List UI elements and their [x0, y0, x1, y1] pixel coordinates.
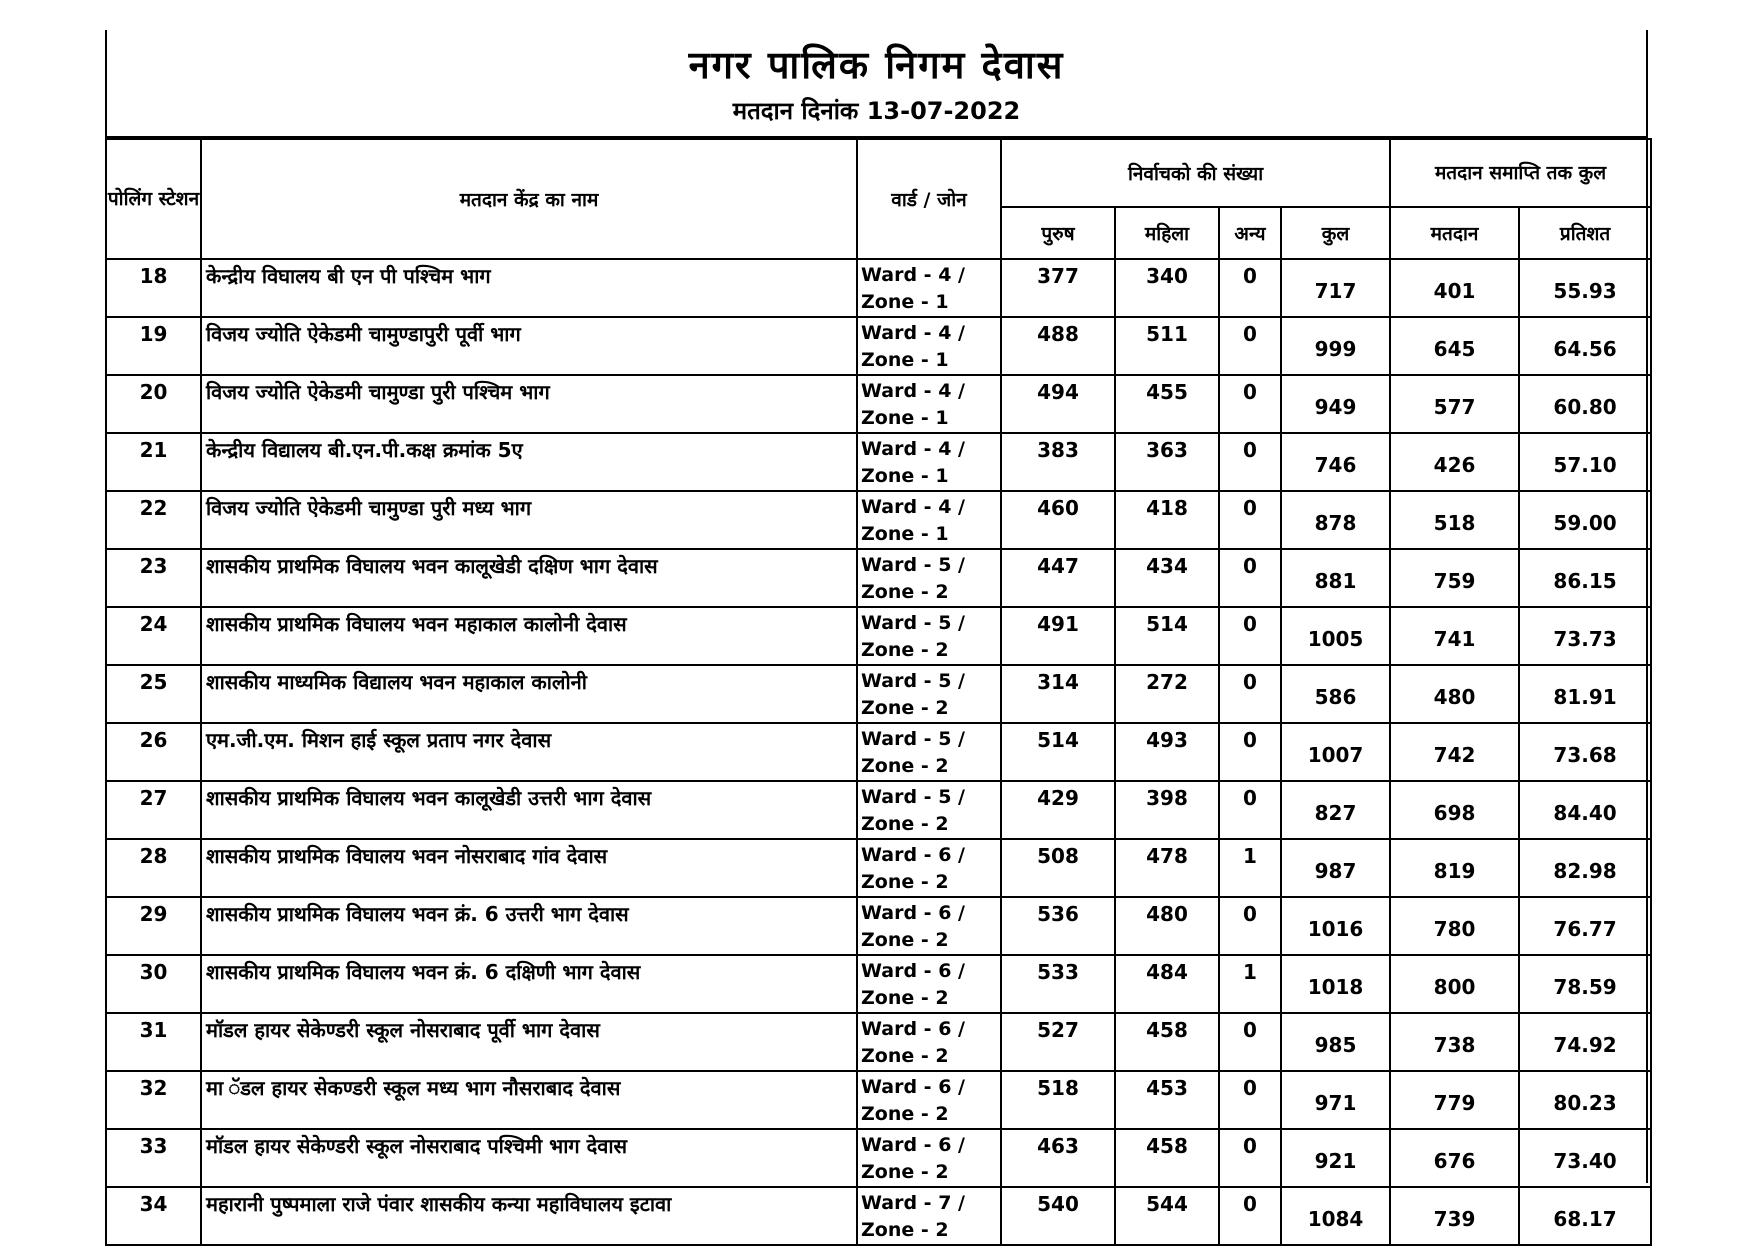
- turnout-percent-cell: 78.59: [1519, 955, 1651, 1013]
- female-count-cell: 272: [1115, 665, 1219, 723]
- zone-label: Zone - 2: [861, 639, 949, 661]
- other-count-cell: 0: [1219, 781, 1281, 839]
- votes-cast-cell: 742: [1390, 723, 1519, 781]
- male-count-cell: 494: [1001, 375, 1115, 433]
- total-count-cell: 1016: [1281, 897, 1390, 955]
- ward-zone-cell: [857, 433, 1001, 491]
- ward-label: Ward - 5 /: [861, 612, 965, 634]
- zone-label: Zone - 1: [861, 523, 949, 545]
- votes-cast-cell: 780: [1390, 897, 1519, 955]
- table-row: [106, 259, 1651, 317]
- ward-label: Ward - 4 /: [861, 380, 965, 402]
- total-count-cell: 717: [1281, 259, 1390, 317]
- zone-label: Zone - 2: [861, 1103, 949, 1125]
- turnout-percent-cell: 73.73: [1519, 607, 1651, 665]
- turnout-percent-cell: 76.77: [1519, 897, 1651, 955]
- ward-zone-cell: [857, 839, 1001, 897]
- centre-name-cell: केन्द्रीय विद्यालय बी.एन.पी.कक्ष क्रमांक 5ए: [201, 433, 857, 491]
- female-count-cell: 398: [1115, 781, 1219, 839]
- ward-label: Ward - 4 /: [861, 438, 965, 460]
- total-count-cell: 878: [1281, 491, 1390, 549]
- turnout-percent-cell: 57.10: [1519, 433, 1651, 491]
- male-count-cell: 540: [1001, 1187, 1115, 1245]
- table-row: [106, 607, 1651, 665]
- male-count-cell: 514: [1001, 723, 1115, 781]
- other-count-cell: 0: [1219, 1187, 1281, 1245]
- votes-cast-cell: 401: [1390, 259, 1519, 317]
- female-count-cell: 418: [1115, 491, 1219, 549]
- female-count-cell: 493: [1115, 723, 1219, 781]
- ward-label: Ward - 6 /: [861, 1134, 965, 1156]
- header-electors-group: निर्वाचको की संख्या: [1001, 139, 1390, 207]
- centre-name-cell: मॉडल हायर सेकेण्डरी स्कूल नोसराबाद पूर्वी भाग देवास: [201, 1013, 857, 1071]
- votes-cast-cell: 738: [1390, 1013, 1519, 1071]
- total-count-cell: 1005: [1281, 607, 1390, 665]
- ward-zone-cell: [857, 955, 1001, 1013]
- total-count-cell: 999: [1281, 317, 1390, 375]
- header-votes: मतदान: [1390, 207, 1519, 259]
- male-count-cell: 460: [1001, 491, 1115, 549]
- other-count-cell: 0: [1219, 665, 1281, 723]
- header-male: पुरुष: [1001, 207, 1115, 259]
- centre-name-cell: विजय ज्योति ऐकेडमी चामुण्डा पुरी मध्य भाग: [201, 491, 857, 549]
- turnout-percent-cell: 74.92: [1519, 1013, 1651, 1071]
- ward-zone-cell: [857, 1129, 1001, 1187]
- votes-cast-cell: 518: [1390, 491, 1519, 549]
- other-count-cell: 0: [1219, 375, 1281, 433]
- female-count-cell: 363: [1115, 433, 1219, 491]
- polling-station-cell: 18: [106, 259, 201, 317]
- header-other: अन्य: [1219, 207, 1281, 259]
- male-count-cell: 491: [1001, 607, 1115, 665]
- male-count-cell: 377: [1001, 259, 1115, 317]
- total-count-cell: 1018: [1281, 955, 1390, 1013]
- header-percent: प्रतिशत: [1519, 207, 1651, 259]
- zone-label: Zone - 2: [861, 697, 949, 719]
- title-block: [107, 30, 1646, 138]
- other-count-cell: 0: [1219, 607, 1281, 665]
- table-row: [106, 491, 1651, 549]
- ward-label: Ward - 6 /: [861, 960, 965, 982]
- ward-label: Ward - 5 /: [861, 728, 965, 750]
- centre-name-cell: मॉडल हायर सेकेण्डरी स्कूल नोसराबाद पश्चिमी भाग देवास: [201, 1129, 857, 1187]
- votes-cast-cell: 480: [1390, 665, 1519, 723]
- votes-cast-cell: 741: [1390, 607, 1519, 665]
- total-count-cell: 1084: [1281, 1187, 1390, 1245]
- ward-label: Ward - 6 /: [861, 844, 965, 866]
- polling-station-cell: 32: [106, 1071, 201, 1129]
- male-count-cell: 429: [1001, 781, 1115, 839]
- centre-name-cell: विजय ज्योति ऐकेडमी चामुण्डा पुरी पश्चिम भाग: [201, 375, 857, 433]
- centre-name-cell: शासकीय प्राथमिक विघालय भवन नोसराबाद गांव देवास: [201, 839, 857, 897]
- total-count-cell: 971: [1281, 1071, 1390, 1129]
- centre-name-cell: एम.जी.एम. मिशन हाई स्कूल प्रताप नगर देवास: [201, 723, 857, 781]
- votes-cast-cell: 698: [1390, 781, 1519, 839]
- polling-station-cell: 21: [106, 433, 201, 491]
- female-count-cell: 480: [1115, 897, 1219, 955]
- other-count-cell: 0: [1219, 723, 1281, 781]
- votes-cast-cell: 759: [1390, 549, 1519, 607]
- male-count-cell: 533: [1001, 955, 1115, 1013]
- polling-station-cell: 22: [106, 491, 201, 549]
- zone-label: Zone - 2: [861, 1219, 949, 1241]
- table-row: [106, 1071, 1651, 1129]
- other-count-cell: 0: [1219, 317, 1281, 375]
- zone-label: Zone - 1: [861, 465, 949, 487]
- header-centre-name: मतदान केंद्र का नाम: [201, 139, 857, 259]
- other-count-cell: 1: [1219, 955, 1281, 1013]
- votes-cast-cell: 577: [1390, 375, 1519, 433]
- ward-zone-cell: [857, 607, 1001, 665]
- zone-label: Zone - 1: [861, 291, 949, 313]
- turnout-percent-cell: 86.15: [1519, 549, 1651, 607]
- ward-zone-cell: [857, 317, 1001, 375]
- page-title: नगर पालिक निगम देवास: [688, 43, 1065, 87]
- turnout-percent-cell: 73.68: [1519, 723, 1651, 781]
- turnout-percent-cell: 80.23: [1519, 1071, 1651, 1129]
- total-count-cell: 586: [1281, 665, 1390, 723]
- turnout-percent-cell: 59.00: [1519, 491, 1651, 549]
- zone-label: Zone - 2: [861, 987, 949, 1009]
- header-total: कुल: [1281, 207, 1390, 259]
- table-row: [106, 665, 1651, 723]
- centre-name-cell: शासकीय माध्यमिक विद्यालय भवन महाकाल कालोनी: [201, 665, 857, 723]
- table-row: [106, 839, 1651, 897]
- zone-label: Zone - 2: [861, 755, 949, 777]
- table-row: [106, 781, 1651, 839]
- document-sheet: [105, 30, 1648, 1241]
- votes-cast-cell: 676: [1390, 1129, 1519, 1187]
- votes-cast-cell: 739: [1390, 1187, 1519, 1245]
- centre-name-cell: मा ॅडल हायर सेकण्डरी स्कूल मध्य भाग नौसराबाद देवास: [201, 1071, 857, 1129]
- turnout-percent-cell: 64.56: [1519, 317, 1651, 375]
- votes-cast-cell: 645: [1390, 317, 1519, 375]
- female-count-cell: 544: [1115, 1187, 1219, 1245]
- ward-zone-cell: [857, 1187, 1001, 1245]
- table-row: [106, 549, 1651, 607]
- ward-label: Ward - 4 /: [861, 496, 965, 518]
- votes-cast-cell: 800: [1390, 955, 1519, 1013]
- total-count-cell: 921: [1281, 1129, 1390, 1187]
- zone-label: Zone - 2: [861, 871, 949, 893]
- male-count-cell: 463: [1001, 1129, 1115, 1187]
- header-polling-station: पोलिंग स्टेशन: [106, 139, 201, 259]
- total-count-cell: 987: [1281, 839, 1390, 897]
- other-count-cell: 0: [1219, 491, 1281, 549]
- female-count-cell: 340: [1115, 259, 1219, 317]
- polling-station-cell: 31: [106, 1013, 201, 1071]
- polling-table: [105, 138, 1652, 1246]
- other-count-cell: 0: [1219, 549, 1281, 607]
- zone-label: Zone - 1: [861, 407, 949, 429]
- male-count-cell: 314: [1001, 665, 1115, 723]
- centre-name-cell: शासकीय प्राथमिक विघालय भवन कालूखेडी दक्षिण भाग देवास: [201, 549, 857, 607]
- centre-name-cell: शासकीय प्राथमिक विघालय भवन कालूखेडी उत्तरी भाग देवास: [201, 781, 857, 839]
- centre-name-cell: शासकीय प्राथमिक विघालय भवन क्रं. 6 दक्षिणी भाग देवास: [201, 955, 857, 1013]
- male-count-cell: 536: [1001, 897, 1115, 955]
- table-row: [106, 375, 1651, 433]
- other-count-cell: 1: [1219, 839, 1281, 897]
- zone-label: Zone - 1: [861, 349, 949, 371]
- male-count-cell: 383: [1001, 433, 1115, 491]
- ward-label: Ward - 4 /: [861, 264, 965, 286]
- zone-label: Zone - 2: [861, 581, 949, 603]
- polling-station-cell: 30: [106, 955, 201, 1013]
- polling-station-cell: 19: [106, 317, 201, 375]
- female-count-cell: 511: [1115, 317, 1219, 375]
- ward-label: Ward - 6 /: [861, 1018, 965, 1040]
- total-count-cell: 985: [1281, 1013, 1390, 1071]
- table-row: [106, 1187, 1651, 1245]
- table-row: [106, 723, 1651, 781]
- male-count-cell: 488: [1001, 317, 1115, 375]
- ward-zone-cell: [857, 781, 1001, 839]
- ward-zone-cell: [857, 259, 1001, 317]
- ward-label: Ward - 6 /: [861, 1076, 965, 1098]
- total-count-cell: 746: [1281, 433, 1390, 491]
- table-row: [106, 897, 1651, 955]
- ward-zone-cell: [857, 1071, 1001, 1129]
- ward-label: Ward - 5 /: [861, 554, 965, 576]
- header-turnout-group: मतदान समाप्ति तक कुल: [1390, 139, 1651, 207]
- polling-station-cell: 20: [106, 375, 201, 433]
- table-row: [106, 1129, 1651, 1187]
- total-count-cell: 1007: [1281, 723, 1390, 781]
- table-row: [106, 1013, 1651, 1071]
- female-count-cell: 478: [1115, 839, 1219, 897]
- table-row: [106, 317, 1651, 375]
- other-count-cell: 0: [1219, 897, 1281, 955]
- polling-station-cell: 24: [106, 607, 201, 665]
- male-count-cell: 447: [1001, 549, 1115, 607]
- female-count-cell: 458: [1115, 1013, 1219, 1071]
- other-count-cell: 0: [1219, 1129, 1281, 1187]
- table-row: [106, 433, 1651, 491]
- polling-station-cell: 33: [106, 1129, 201, 1187]
- ward-zone-cell: [857, 665, 1001, 723]
- centre-name-cell: केन्द्रीय विघालय बी एन पी पश्चिम भाग: [201, 259, 857, 317]
- header-female: महिला: [1115, 207, 1219, 259]
- turnout-percent-cell: 55.93: [1519, 259, 1651, 317]
- polling-station-cell: 25: [106, 665, 201, 723]
- ward-label: Ward - 5 /: [861, 670, 965, 692]
- total-count-cell: 949: [1281, 375, 1390, 433]
- polling-station-cell: 34: [106, 1187, 201, 1245]
- female-count-cell: 484: [1115, 955, 1219, 1013]
- zone-label: Zone - 2: [861, 813, 949, 835]
- other-count-cell: 0: [1219, 259, 1281, 317]
- ward-zone-cell: [857, 375, 1001, 433]
- polling-station-cell: 23: [106, 549, 201, 607]
- total-count-cell: 881: [1281, 549, 1390, 607]
- ward-label: Ward - 7 /: [861, 1192, 965, 1214]
- ward-label: Ward - 4 /: [861, 322, 965, 344]
- zone-label: Zone - 2: [861, 1045, 949, 1067]
- polling-station-cell: 27: [106, 781, 201, 839]
- other-count-cell: 0: [1219, 433, 1281, 491]
- page-subtitle: मतदान दिनांक 13-07-2022: [732, 97, 1021, 125]
- ward-zone-cell: [857, 549, 1001, 607]
- male-count-cell: 508: [1001, 839, 1115, 897]
- other-count-cell: 0: [1219, 1071, 1281, 1129]
- centre-name-cell: शासकीय प्राथमिक विघालय भवन क्रं. 6 उत्तरी भाग देवास: [201, 897, 857, 955]
- ward-zone-cell: [857, 897, 1001, 955]
- header-ward-zone: वार्ड / जोन: [857, 139, 1001, 259]
- centre-name-cell: शासकीय प्राथमिक विघालय भवन महाकाल कालोनी देवास: [201, 607, 857, 665]
- other-count-cell: 0: [1219, 1013, 1281, 1071]
- centre-name-cell: विजय ज्योति ऐकेडमी चामुण्डापुरी पूर्वी भाग: [201, 317, 857, 375]
- female-count-cell: 458: [1115, 1129, 1219, 1187]
- female-count-cell: 453: [1115, 1071, 1219, 1129]
- votes-cast-cell: 426: [1390, 433, 1519, 491]
- table-body: [106, 259, 1651, 1245]
- ward-zone-cell: [857, 491, 1001, 549]
- male-count-cell: 527: [1001, 1013, 1115, 1071]
- turnout-percent-cell: 60.80: [1519, 375, 1651, 433]
- turnout-percent-cell: 68.17: [1519, 1187, 1651, 1245]
- votes-cast-cell: 779: [1390, 1071, 1519, 1129]
- table-row: [106, 955, 1651, 1013]
- zone-label: Zone - 2: [861, 929, 949, 951]
- zone-label: Zone - 2: [861, 1161, 949, 1183]
- male-count-cell: 518: [1001, 1071, 1115, 1129]
- turnout-percent-cell: 84.40: [1519, 781, 1651, 839]
- centre-name-cell: महारानी पुष्पमाला राजे पंवार शासकीय कन्या महाविघालय इटावा: [201, 1187, 857, 1245]
- polling-station-cell: 29: [106, 897, 201, 955]
- female-count-cell: 434: [1115, 549, 1219, 607]
- ward-zone-cell: [857, 1013, 1001, 1071]
- ward-label: Ward - 5 /: [861, 786, 965, 808]
- turnout-percent-cell: 73.40: [1519, 1129, 1651, 1187]
- votes-cast-cell: 819: [1390, 839, 1519, 897]
- female-count-cell: 455: [1115, 375, 1219, 433]
- turnout-percent-cell: 81.91: [1519, 665, 1651, 723]
- turnout-percent-cell: 82.98: [1519, 839, 1651, 897]
- polling-station-cell: 28: [106, 839, 201, 897]
- ward-zone-cell: [857, 723, 1001, 781]
- polling-station-cell: 26: [106, 723, 201, 781]
- ward-label: Ward - 6 /: [861, 902, 965, 924]
- female-count-cell: 514: [1115, 607, 1219, 665]
- total-count-cell: 827: [1281, 781, 1390, 839]
